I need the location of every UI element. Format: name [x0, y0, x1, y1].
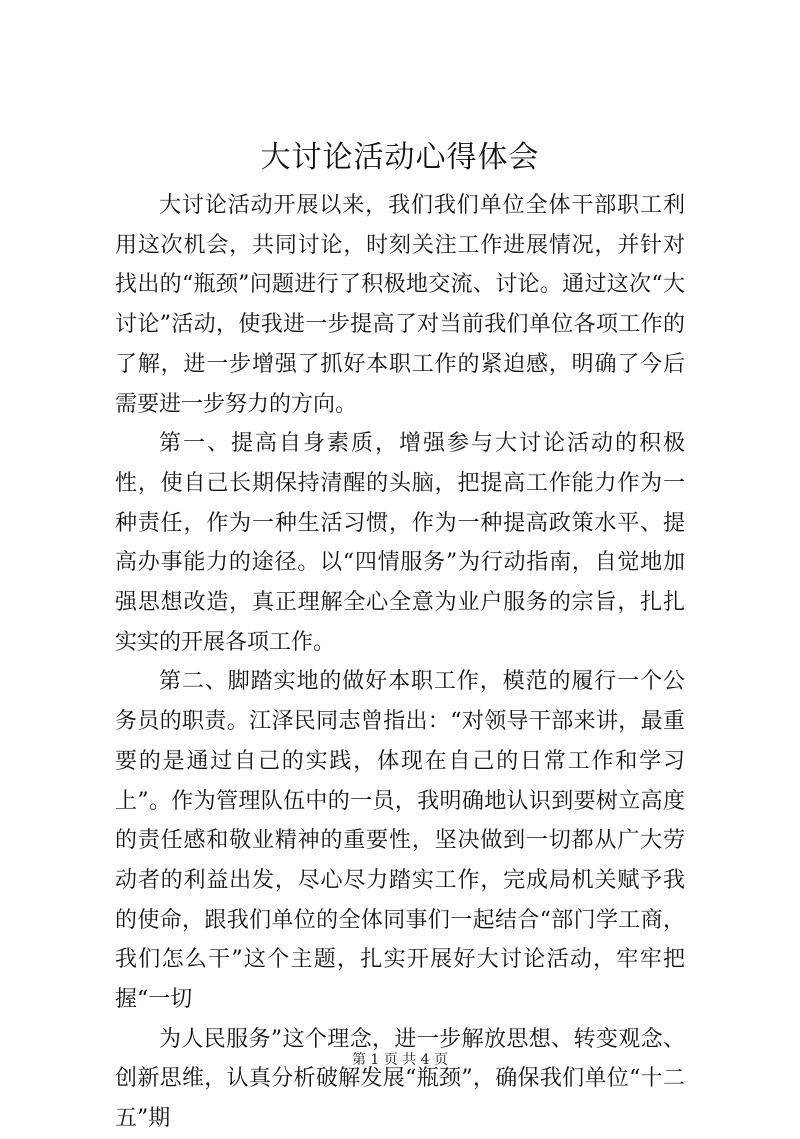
document-body [115, 186, 685, 1139]
page-footer: 第 1 页 共 4 页 [351, 1052, 449, 1068]
paragraph-first-point: 第一、提高自身素质，增强参与大讨论活动的积极性，使自己长期保持清醒的头脑，把提高工作能力作为一种责任，作为一种生活习惯，作为一种提高政策水平、提高办事能力的途径。以“四情服务”为行动指南，自觉地加强思想改造，真正理解全心全意为业户服务的宗旨，扎扎实实的开展各项工作。 [115, 431, 685, 655]
paragraph-second-point: 第二、脚踏实地的做好本职工作，模范的履行一个公务员的职责。江泽民同志曾指出：“对领导干部来讲，最重要的是通过自己的实践，体现在自己的日常工作和学习上”。作为管理队伍中的一员，我明确地认识到要树立高度的责任感和敬业精神的重要性，坚决做到一切都从广大劳动者的利益出发，尽心尽力踏实工作，完成局机关赋予我的使命，跟我们单位的全体同事们一起结合“部门学工商，我们怎么干”这个主题，扎实开展好大讨论活动，牢牢把握“一切 [115, 669, 685, 1013]
paragraph-intro: 大讨论活动开展以来，我们我们单位全体干部职工利用这次机会，共同讨论，时刻关注工作进展情况，并针对找出的“瓶颈”问题进行了积极地交流、讨论。通过这次“大讨论”活动，使我进一步提高了对当前我们单位各项工作的了解，进一步增强了抓好本职工作的紧迫感，明确了今后需要进一步努力的方向。 [115, 193, 685, 417]
paragraph-continuation: 为人民服务”这个理念，进一步解放思想、转变观念、创新思维，认真分析破解发展“瓶颈”，确保我们单位“十二五”期 [115, 1026, 685, 1132]
document-title: 大讨论活动心得体会 [260, 140, 540, 175]
